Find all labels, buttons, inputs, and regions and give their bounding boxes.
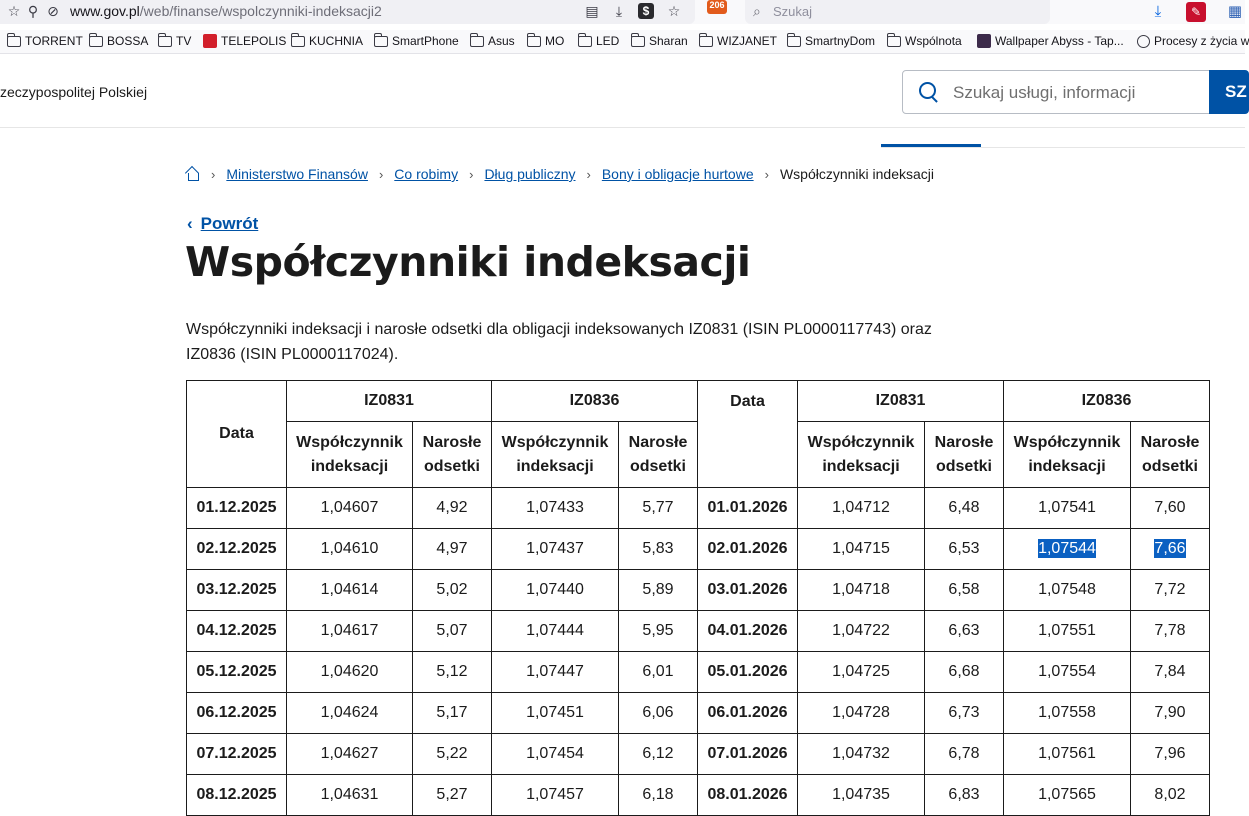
date-cell: 08.01.2026 xyxy=(698,775,798,816)
folder-icon xyxy=(578,36,592,47)
reader-view-icon[interactable]: ▤ xyxy=(585,3,599,19)
interest-header: Narosłe odsetki xyxy=(413,422,492,488)
coef-cell: 1,07433 xyxy=(492,488,619,529)
bookmark-item[interactable]: TV xyxy=(158,34,191,48)
interest-cell: 5,22 xyxy=(413,734,492,775)
intro-paragraph: Współczynniki indeksacji i narosłe odsetki dla obligacji indeksowanych IZ0831 (ISIN PL0000117743) oraz IZ0836 (ISIN PL0000117024). xyxy=(186,321,932,363)
coef-cell: 1,07554 xyxy=(1004,652,1131,693)
coef-cell: 1,07541 xyxy=(1004,488,1131,529)
coef-cell xyxy=(1004,529,1131,570)
date-cell: 01.01.2026 xyxy=(698,488,798,529)
coef-cell: 1,07454 xyxy=(492,734,619,775)
date-cell: 06.12.2025 xyxy=(187,693,287,734)
interest-cell xyxy=(1131,529,1210,570)
chevron-right-icon: › xyxy=(211,166,216,182)
date-cell: 07.12.2025 xyxy=(187,734,287,775)
address-bar[interactable] xyxy=(0,0,695,24)
breadcrumb-link[interactable]: Bony i obligacje hurtowe xyxy=(601,166,754,182)
interest-cell: 6,83 xyxy=(925,775,1004,816)
breadcrumb-link[interactable]: Dług publiczny xyxy=(484,166,576,182)
interest-cell: 6,73 xyxy=(925,693,1004,734)
folder-icon xyxy=(291,36,305,47)
bookmark-item[interactable]: Wallpaper Abyss - Tap... xyxy=(977,34,1124,48)
coef-cell: 1,04718 xyxy=(798,570,925,611)
table-row xyxy=(187,775,1210,816)
bookmark-item[interactable]: SmartPhone xyxy=(374,34,459,48)
table-row xyxy=(187,734,1210,775)
interest-cell: 7,72 xyxy=(1131,570,1210,611)
coef-cell: 1,04607 xyxy=(287,488,413,529)
coef-cell: 1,07437 xyxy=(492,529,619,570)
interest-cell: 6,48 xyxy=(925,488,1004,529)
interest-cell: 6,01 xyxy=(619,652,698,693)
interest-cell: 6,68 xyxy=(925,652,1004,693)
date-cell: 03.12.2025 xyxy=(187,570,287,611)
bookmark-item[interactable]: Asus xyxy=(470,34,515,48)
org-name[interactable]: zeczypospolitej Polskiej xyxy=(0,84,148,100)
coef-cell: 1,04728 xyxy=(798,693,925,734)
permissions-icon[interactable]: ⚲ xyxy=(27,3,39,19)
interest-cell: 7,96 xyxy=(1131,734,1210,775)
interest-cell: 5,77 xyxy=(619,488,698,529)
interest-cell: 6,58 xyxy=(925,570,1004,611)
interest-cell: 6,18 xyxy=(619,775,698,816)
coef-cell: 1,07561 xyxy=(1004,734,1131,775)
bond-header-iz0836: IZ0836 xyxy=(1004,381,1210,422)
date-header: Data xyxy=(698,381,798,488)
chevron-left-icon: ‹ xyxy=(187,214,193,233)
coef-cell: 1,07440 xyxy=(492,570,619,611)
chevron-right-icon: › xyxy=(378,166,384,182)
interest-cell: 6,53 xyxy=(925,529,1004,570)
downloads-icon[interactable]: ⤓ xyxy=(1154,3,1162,20)
bookmark-item[interactable]: KUCHNIA xyxy=(291,34,363,48)
browser-search-placeholder: Szukaj xyxy=(773,4,813,19)
search-button[interactable]: SZ xyxy=(1209,70,1249,114)
bookmark-item[interactable]: LED xyxy=(578,34,619,48)
coef-cell: 1,04620 xyxy=(287,652,413,693)
coef-cell: 1,04631 xyxy=(287,775,413,816)
interest-cell: 4,97 xyxy=(413,529,492,570)
date-cell: 08.12.2025 xyxy=(187,775,287,816)
interest-cell: 5,89 xyxy=(619,570,698,611)
coef-header: Współczynnik indeksacji xyxy=(492,422,619,488)
site-header xyxy=(0,56,1245,128)
date-cell: 02.12.2025 xyxy=(187,529,287,570)
bond-header-iz0831: IZ0831 xyxy=(798,381,1004,422)
coef-header: Współczynnik indeksacji xyxy=(798,422,925,488)
folder-icon xyxy=(631,36,645,47)
selected-text: 7,66 xyxy=(1154,540,1186,557)
url-text[interactable]: www.gov.pl/web/finanse/wspolczynniki-indeksacji2 xyxy=(70,3,382,19)
coef-header: Współczynnik indeksacji xyxy=(1004,422,1131,488)
tracking-protection-icon[interactable]: ⊘ xyxy=(47,3,59,19)
date-cell: 06.01.2026 xyxy=(698,693,798,734)
interest-cell: 5,95 xyxy=(619,611,698,652)
back-link[interactable] xyxy=(187,214,258,234)
bookmark-item[interactable]: Procesy z życia w xyxy=(1137,34,1249,48)
browser-search-box[interactable] xyxy=(745,0,1050,24)
save-page-icon[interactable]: ⤓ xyxy=(615,3,623,19)
extension-icon[interactable]: ✎ xyxy=(1186,2,1206,22)
breadcrumb-link[interactable]: Ministerstwo Finansów xyxy=(226,166,368,182)
nav-active-indicator xyxy=(881,144,981,147)
coef-cell: 1,07451 xyxy=(492,693,619,734)
bond-header-iz0836: IZ0836 xyxy=(492,381,698,422)
interest-cell: 5,02 xyxy=(413,570,492,611)
apps-grid-icon[interactable]: ▦ xyxy=(1227,3,1243,20)
interest-cell: 7,78 xyxy=(1131,611,1210,652)
table-row xyxy=(187,693,1210,734)
coef-cell: 1,04732 xyxy=(798,734,925,775)
interest-header: Narosłe odsetki xyxy=(925,422,1004,488)
date-cell: 04.12.2025 xyxy=(187,611,287,652)
interest-cell: 5,07 xyxy=(413,611,492,652)
bookmark-item[interactable]: MO xyxy=(527,34,564,48)
chevron-right-icon: › xyxy=(586,166,591,182)
interest-cell: 8,02 xyxy=(1131,775,1210,816)
bookmark-item[interactable]: TELEPOLIS xyxy=(203,34,286,48)
folder-icon xyxy=(158,36,172,47)
interest-cell: 5,12 xyxy=(413,652,492,693)
dollar-extension-icon[interactable]: $ xyxy=(638,3,654,19)
wallpaper-abyss-favicon xyxy=(977,34,991,48)
coef-cell: 1,04735 xyxy=(798,775,925,816)
interest-header: Narosłe odsetki xyxy=(619,422,698,488)
folder-icon xyxy=(470,36,484,47)
bookmark-item[interactable]: WIZJANET xyxy=(699,34,777,48)
bookmark-item[interactable]: SmartnyDom xyxy=(787,34,875,48)
bookmark-item[interactable]: TORRENT xyxy=(7,34,83,48)
interest-cell: 6,63 xyxy=(925,611,1004,652)
site-search-placeholder: Szukaj usługi, informacji xyxy=(953,83,1136,102)
coef-cell: 1,07457 xyxy=(492,775,619,816)
selected-text: 1,07544 xyxy=(1038,540,1096,557)
table-row xyxy=(187,529,1210,570)
table-row xyxy=(187,611,1210,652)
site-search-input[interactable] xyxy=(902,70,1210,114)
coef-cell: 1,04617 xyxy=(287,611,413,652)
interest-cell: 7,60 xyxy=(1131,488,1210,529)
folder-icon xyxy=(374,36,388,47)
date-cell: 02.01.2026 xyxy=(698,529,798,570)
table-row xyxy=(187,488,1210,529)
breadcrumb xyxy=(185,165,934,183)
coef-cell: 1,04722 xyxy=(798,611,925,652)
interest-cell: 7,84 xyxy=(1131,652,1210,693)
coef-cell: 1,07551 xyxy=(1004,611,1131,652)
date-header: Data xyxy=(187,381,287,488)
folder-icon xyxy=(527,36,541,47)
search-icon xyxy=(919,82,939,102)
back-link-label: Powrót xyxy=(200,214,259,233)
coef-cell: 1,04610 xyxy=(287,529,413,570)
date-cell: 04.01.2026 xyxy=(698,611,798,652)
chevron-right-icon: › xyxy=(469,166,474,182)
coef-cell: 1,04614 xyxy=(287,570,413,611)
bond-header-iz0831: IZ0831 xyxy=(287,381,492,422)
interest-cell: 5,27 xyxy=(413,775,492,816)
folder-icon xyxy=(89,36,103,47)
date-cell: 01.12.2025 xyxy=(187,488,287,529)
telepolis-favicon xyxy=(203,34,217,48)
home-icon[interactable] xyxy=(185,167,200,181)
coef-header: Współczynnik indeksacji xyxy=(287,422,413,488)
browser-toolbar xyxy=(0,0,1245,24)
coef-cell: 1,04725 xyxy=(798,652,925,693)
coef-cell: 1,07447 xyxy=(492,652,619,693)
coef-cell: 1,07444 xyxy=(492,611,619,652)
interest-cell: 6,12 xyxy=(619,734,698,775)
table-row xyxy=(187,570,1210,611)
date-cell: 07.01.2026 xyxy=(698,734,798,775)
breadcrumb-current: Współczynniki indeksacji xyxy=(779,166,935,182)
chevron-right-icon: › xyxy=(764,166,769,182)
breadcrumb-link[interactable]: Co robimy xyxy=(394,166,459,182)
date-cell: 05.12.2025 xyxy=(187,652,287,693)
folder-icon xyxy=(887,36,901,47)
folder-icon xyxy=(699,36,713,47)
coef-cell: 1,07565 xyxy=(1004,775,1131,816)
coef-cell: 1,04624 xyxy=(287,693,413,734)
bookmark-star-icon[interactable]: ☆ xyxy=(667,3,681,19)
date-cell: 03.01.2026 xyxy=(698,570,798,611)
interest-cell: 5,83 xyxy=(619,529,698,570)
bookmarks-bar xyxy=(0,30,1249,54)
coef-cell: 1,04712 xyxy=(798,488,925,529)
bookmark-item[interactable]: BOSSA xyxy=(89,34,148,48)
folder-icon xyxy=(7,36,21,47)
page-title: Współczynniki indeksacji xyxy=(185,238,751,286)
interest-cell: 6,78 xyxy=(925,734,1004,775)
bookmark-star-outline-icon[interactable]: ☆ xyxy=(7,3,21,19)
interest-header: Narosłe odsetki xyxy=(1131,422,1210,488)
folder-icon xyxy=(787,36,801,47)
coef-cell: 1,04715 xyxy=(798,529,925,570)
coef-cell: 1,07548 xyxy=(1004,570,1131,611)
interest-cell: 5,17 xyxy=(413,693,492,734)
notification-badge[interactable]: 206 xyxy=(707,0,727,14)
bookmark-item[interactable]: Wspólnota xyxy=(887,34,962,48)
indexation-table xyxy=(186,380,1210,816)
interest-cell: 6,06 xyxy=(619,693,698,734)
bookmark-item[interactable]: Sharan xyxy=(631,34,688,48)
coef-cell: 1,07558 xyxy=(1004,693,1131,734)
date-cell: 05.01.2026 xyxy=(698,652,798,693)
globe-icon xyxy=(1137,35,1150,48)
table-body xyxy=(187,488,1210,816)
table-row xyxy=(187,652,1210,693)
interest-cell: 4,92 xyxy=(413,488,492,529)
interest-cell: 7,90 xyxy=(1131,693,1210,734)
search-icon: ⌕ xyxy=(753,3,761,19)
coef-cell: 1,04627 xyxy=(287,734,413,775)
